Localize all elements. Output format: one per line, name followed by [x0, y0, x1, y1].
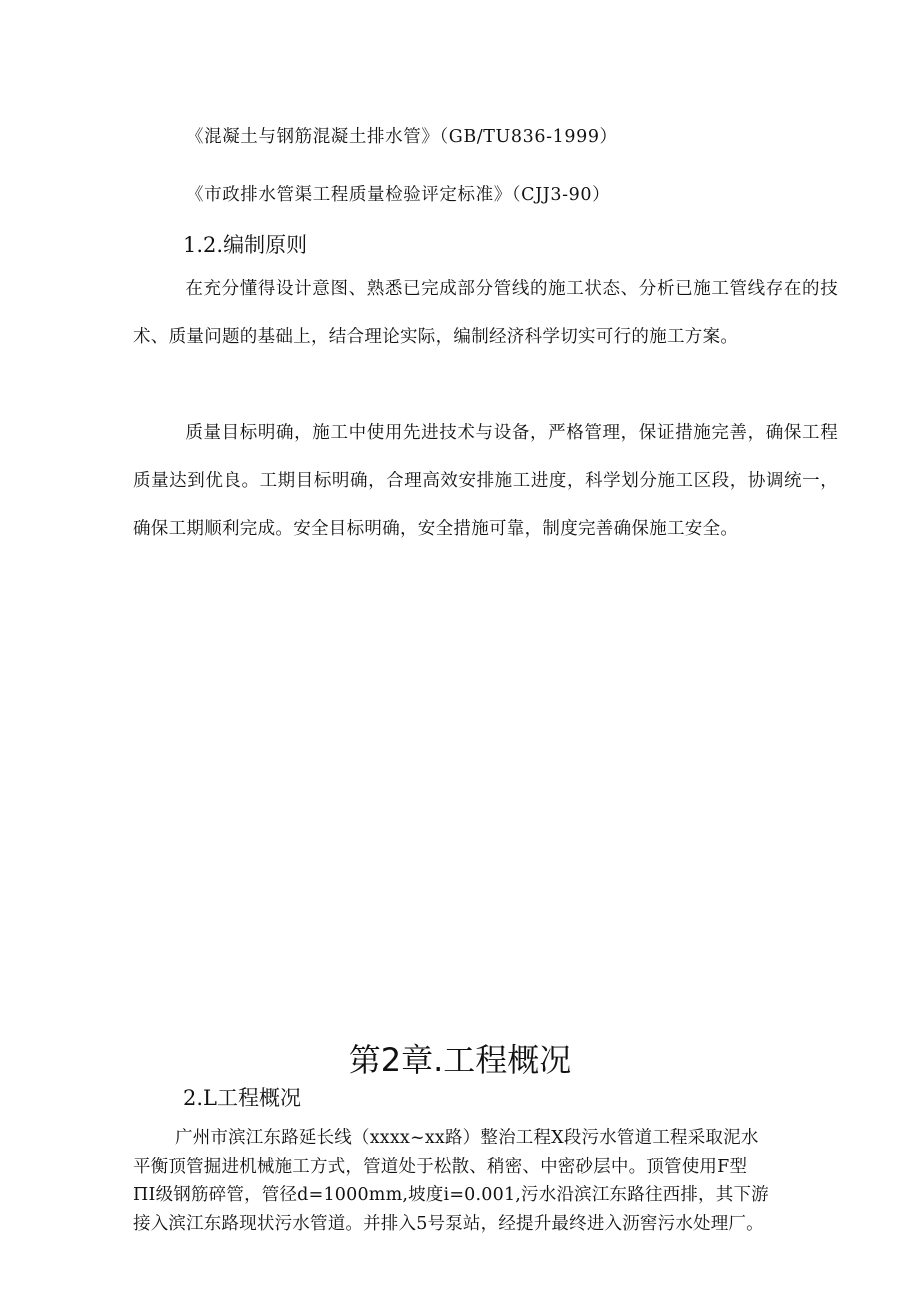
reference-line-2: 《市政排水管渠工程质量检验评定标准》（CJJ3-90） [186, 185, 611, 205]
paragraph-principles-1 [133, 265, 838, 361]
paragraph-principles-2 [133, 409, 838, 553]
reference-line-1: 《混凝土与钢筋混凝土排水管》（GB/TU836-1999） [186, 127, 618, 147]
overview-line-4: 接入滨江东路现状污水管道。并排入5号泵站，经提升最终进入沥窖污水处理厂。 [133, 1213, 764, 1234]
project-overview-paragraph [133, 1124, 853, 1238]
paragraph-principles-2-text: 质量目标明确，施工中使用先进技术与设备，严格管理，保证措施完善，确保工程质量达到优良。工期目标明确，合理高效安排施工进度，科学划分施工区段，协调统一，确保工期顺利完成。安全目标明确，安全措施可靠，制度完善确保施工安全。 [133, 423, 838, 539]
overview-line-2: 平衡顶管掘进机械施工方式，管道处于松散、稍密、中密砂层中。顶管使用F型 [133, 1156, 748, 1177]
section-heading-2-1: 2.L工程概况 [183, 1086, 301, 1110]
overview-line-1: 广州市滨江东路延长线（xxxx~xx路）整治工程X段污水管道工程采取泥水 [175, 1128, 759, 1148]
chapter-title: 第2章.工程概况 [348, 1041, 572, 1079]
overview-line-3: ΠI级钢筋碎管，管径d=1000mm,坡度i=0.001,污水沿滨江东路往西排，其下游 [133, 1185, 769, 1205]
paragraph-principles-1-text: 在充分懂得设计意图、熟悉已完成部分管线的施工状态、分析已施工管线存在的技术、质量问题的基础上，结合理论实际，编制经济科学切实可行的施工方案。 [133, 279, 838, 347]
section-heading-1-2: 1.2.编制原则 [183, 233, 308, 257]
